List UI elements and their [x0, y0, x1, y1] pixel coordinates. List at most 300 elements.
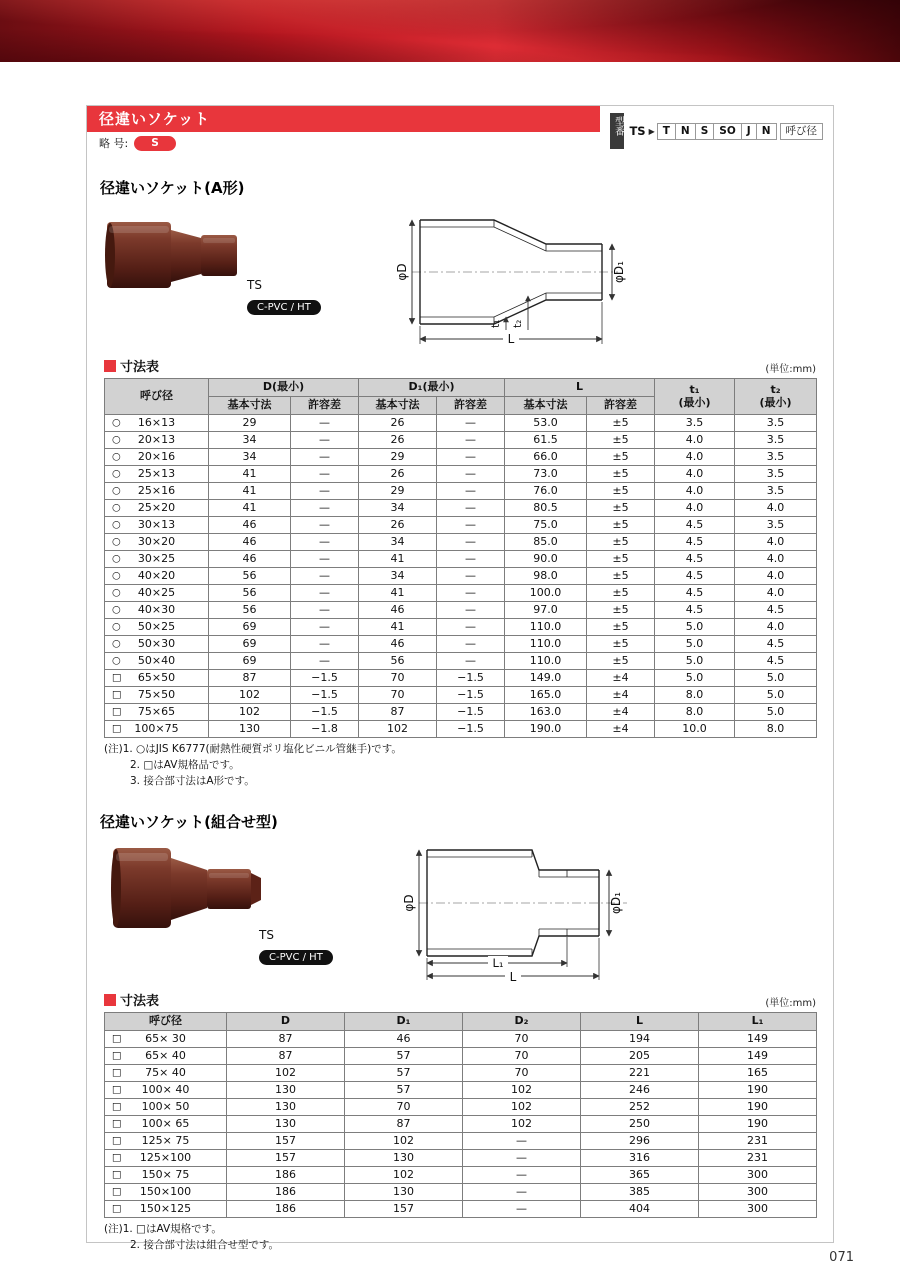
size-cell: [105, 449, 209, 466]
value-cell: —: [291, 568, 359, 585]
note-line: (注)1. ○はJIS K6777(耐熱性硬質ポリ塩化ビニル管継手)です。: [104, 743, 402, 755]
value-cell: 4.5: [735, 636, 817, 653]
size-cell: [105, 1082, 227, 1099]
value-cell: 85.0: [505, 534, 587, 551]
size-label: 100× 40: [141, 1082, 190, 1096]
value-cell: —: [437, 500, 505, 517]
col-header-d: D: [227, 1013, 345, 1031]
value-cell: —: [437, 585, 505, 602]
value-cell: —: [437, 653, 505, 670]
value-cell: 4.0: [735, 551, 817, 568]
dim-label-l: L: [507, 332, 515, 346]
value-cell: —: [291, 483, 359, 500]
value-cell: 90.0: [505, 551, 587, 568]
value-cell: −1.5: [291, 687, 359, 704]
page-header: [87, 106, 833, 162]
col-header-d2: D₂: [463, 1013, 581, 1031]
size-label: 75× 40: [145, 1065, 186, 1079]
size-cell: [105, 670, 209, 687]
table-row: [105, 687, 817, 704]
size-label: 65× 30: [145, 1031, 186, 1045]
value-cell: —: [437, 602, 505, 619]
value-cell: 205: [581, 1048, 699, 1065]
value-cell: 231: [699, 1150, 817, 1167]
size-label: 150× 75: [141, 1167, 190, 1181]
value-cell: 80.5: [505, 500, 587, 517]
size-cell: [105, 483, 209, 500]
model-segment: N: [675, 123, 696, 140]
size-label: 75×50: [137, 687, 176, 701]
page-number: 071: [829, 1250, 854, 1265]
note-line: (注)1. □はAV規格です。: [104, 1223, 222, 1236]
dimension-table-a: [104, 378, 817, 738]
model-segment: J: [741, 123, 757, 140]
value-cell: 5.0: [655, 653, 735, 670]
value-cell: 102: [463, 1116, 581, 1133]
value-cell: 5.0: [735, 687, 817, 704]
value-cell: ±4: [587, 670, 655, 687]
value-cell: —: [291, 415, 359, 432]
value-cell: 4.5: [655, 585, 735, 602]
diagram-b-wrap: [387, 836, 637, 990]
standard-mark: □: [112, 1084, 122, 1096]
value-cell: 194: [581, 1031, 699, 1048]
arrow-icon: ▶: [648, 126, 655, 136]
value-cell: 3.5: [735, 517, 817, 534]
value-cell: —: [437, 483, 505, 500]
t2-min: (最小): [759, 395, 792, 409]
table-row: [105, 619, 817, 636]
value-cell: 4.5: [735, 602, 817, 619]
col-header-basic: 基本寸法: [505, 397, 587, 415]
value-cell: —: [437, 568, 505, 585]
table-row: [105, 670, 817, 687]
value-cell: ±5: [587, 500, 655, 517]
value-cell: 149: [699, 1048, 817, 1065]
table-row: [105, 721, 817, 738]
product-code-block-a: [247, 278, 321, 315]
abbreviation-badge: S: [134, 136, 176, 151]
value-cell: 69: [209, 636, 291, 653]
value-cell: 246: [581, 1082, 699, 1099]
size-label: 100× 50: [141, 1099, 190, 1113]
value-cell: 70: [359, 670, 437, 687]
t1-symbol: t₁: [689, 382, 700, 396]
standard-mark: □: [112, 1152, 122, 1164]
table-row: [105, 449, 817, 466]
size-label: 40×20: [137, 568, 176, 582]
value-cell: ±5: [587, 551, 655, 568]
value-cell: 165.0: [505, 687, 587, 704]
table-row: [105, 466, 817, 483]
col-header-l: L: [505, 379, 655, 397]
value-cell: 5.0: [735, 704, 817, 721]
value-cell: 157: [227, 1150, 345, 1167]
note-line: 3. 接合部寸法はA形です。: [130, 774, 255, 787]
size-label: 75×65: [137, 704, 176, 718]
value-cell: 41: [209, 500, 291, 517]
value-cell: 4.0: [655, 466, 735, 483]
page-title: 径違いソケット: [87, 106, 600, 132]
product-photo-b: [107, 842, 267, 937]
size-cell: [105, 1048, 227, 1065]
value-cell: 57: [345, 1082, 463, 1099]
value-cell: 70: [463, 1048, 581, 1065]
value-cell: 385: [581, 1184, 699, 1201]
col-header-tol: 許容差: [437, 397, 505, 415]
col-header-size: 呼び径: [105, 379, 209, 415]
value-cell: —: [291, 432, 359, 449]
model-suffix: 呼び径: [780, 123, 824, 140]
value-cell: —: [291, 551, 359, 568]
value-cell: —: [291, 653, 359, 670]
standard-mark: □: [112, 1135, 122, 1147]
value-cell: 316: [581, 1150, 699, 1167]
value-cell: 87: [209, 670, 291, 687]
value-cell: 4.0: [735, 500, 817, 517]
standard-mark: ○: [112, 604, 121, 616]
model-segments: [658, 123, 777, 140]
value-cell: 190: [699, 1116, 817, 1133]
size-label: 50×40: [137, 653, 176, 667]
table-row: [105, 704, 817, 721]
content-sheet: [86, 105, 834, 1251]
unit-label: (単位:mm): [765, 998, 816, 1010]
value-cell: 4.5: [655, 534, 735, 551]
value-cell: 70: [463, 1065, 581, 1082]
size-label: 25×16: [137, 483, 176, 497]
red-square-icon: [104, 994, 116, 1006]
value-cell: 70: [463, 1031, 581, 1048]
size-cell: [105, 500, 209, 517]
table-row: [105, 1031, 817, 1048]
col-header-t1: [655, 379, 735, 415]
standard-mark: □: [112, 1118, 122, 1130]
value-cell: —: [437, 466, 505, 483]
size-label: 20×16: [137, 449, 176, 463]
value-cell: 26: [359, 466, 437, 483]
value-cell: 300: [699, 1184, 817, 1201]
size-cell: [105, 1184, 227, 1201]
value-cell: 8.0: [735, 721, 817, 738]
size-label: 40×25: [137, 585, 176, 599]
value-cell: 46: [345, 1031, 463, 1048]
value-cell: 34: [359, 568, 437, 585]
value-cell: 102: [345, 1133, 463, 1150]
model-prefix: TS: [629, 124, 646, 138]
value-cell: 4.0: [735, 585, 817, 602]
size-cell: [105, 534, 209, 551]
value-cell: 29: [209, 415, 291, 432]
value-cell: 102: [345, 1167, 463, 1184]
value-cell: 190: [699, 1099, 817, 1116]
value-cell: 102: [463, 1082, 581, 1099]
value-cell: ±5: [587, 636, 655, 653]
standard-mark: ○: [112, 553, 121, 565]
standard-mark: □: [112, 706, 122, 718]
value-cell: 130: [227, 1082, 345, 1099]
table-b-bar: [104, 990, 816, 1009]
value-cell: 66.0: [505, 449, 587, 466]
dim-label-t1: t₁: [490, 319, 502, 328]
size-cell: [105, 432, 209, 449]
dim-label-phi-d1: φD₁: [609, 892, 623, 915]
value-cell: 87: [227, 1031, 345, 1048]
table-row: [105, 585, 817, 602]
table-row: [105, 1116, 817, 1133]
value-cell: 186: [227, 1201, 345, 1218]
value-cell: −1.5: [437, 721, 505, 738]
t1-min: (最小): [678, 395, 711, 409]
value-cell: —: [291, 602, 359, 619]
value-cell: 3.5: [735, 432, 817, 449]
value-cell: 149: [699, 1031, 817, 1048]
value-cell: 87: [345, 1116, 463, 1133]
col-header-t2: [735, 379, 817, 415]
standard-mark: ○: [112, 434, 121, 446]
table-row: [105, 1167, 817, 1184]
value-cell: 110.0: [505, 653, 587, 670]
value-cell: 5.0: [655, 619, 735, 636]
table-row: [105, 1150, 817, 1167]
size-cell: [105, 619, 209, 636]
table-row: [105, 568, 817, 585]
value-cell: 97.0: [505, 602, 587, 619]
size-label: 25×13: [137, 466, 176, 480]
value-cell: 130: [345, 1150, 463, 1167]
size-cell: [105, 585, 209, 602]
col-header-d1: D₁: [345, 1013, 463, 1031]
model-number-label: 型番: [610, 113, 624, 149]
value-cell: 4.0: [655, 500, 735, 517]
value-cell: 73.0: [505, 466, 587, 483]
standard-mark: □: [112, 1169, 122, 1181]
size-cell: [105, 1201, 227, 1218]
value-cell: —: [437, 449, 505, 466]
size-label: 16×13: [137, 415, 176, 429]
value-cell: 34: [359, 500, 437, 517]
value-cell: 53.0: [505, 415, 587, 432]
value-cell: 130: [345, 1184, 463, 1201]
standard-mark: □: [112, 1186, 122, 1198]
table-row: [105, 1065, 817, 1082]
size-label: 20×13: [137, 432, 176, 446]
section-a-title: 径違いソケット(A形): [100, 179, 245, 197]
value-cell: −1.8: [291, 721, 359, 738]
value-cell: 98.0: [505, 568, 587, 585]
value-cell: 29: [359, 449, 437, 466]
value-cell: 56: [209, 585, 291, 602]
value-cell: —: [291, 449, 359, 466]
value-cell: 4.5: [655, 568, 735, 585]
value-cell: 5.0: [655, 670, 735, 687]
value-cell: 190.0: [505, 721, 587, 738]
table-row: [105, 432, 817, 449]
model-segment: S: [695, 123, 715, 140]
value-cell: −1.5: [437, 687, 505, 704]
dim-label-l1: L₁: [492, 956, 504, 971]
col-header-l1: L₁: [699, 1013, 817, 1031]
size-cell: [105, 1133, 227, 1150]
size-cell: [105, 1065, 227, 1082]
col-header-tol: 許容差: [291, 397, 359, 415]
value-cell: 76.0: [505, 483, 587, 500]
unit-label: (単位:mm): [765, 364, 816, 375]
value-cell: 56: [359, 653, 437, 670]
value-cell: ±4: [587, 687, 655, 704]
size-label: 30×13: [137, 517, 176, 531]
note-line: 2. □はAV規格品です。: [130, 758, 240, 771]
dim-label-phi-d: φD: [402, 894, 416, 912]
standard-mark: ○: [112, 587, 121, 599]
value-cell: 4.5: [655, 551, 735, 568]
product-photo-a: [105, 218, 240, 294]
diagram-a-wrap: [382, 202, 632, 356]
size-label: 100× 65: [141, 1116, 190, 1130]
value-cell: ±5: [587, 534, 655, 551]
value-cell: 3.5: [735, 466, 817, 483]
dim-label-phi-d: φD: [395, 263, 409, 281]
value-cell: 61.5: [505, 432, 587, 449]
col-header-l: L: [581, 1013, 699, 1031]
material-badge: C-PVC / HT: [259, 950, 333, 965]
value-cell: —: [437, 517, 505, 534]
table-row: [105, 1201, 817, 1218]
value-cell: 102: [209, 704, 291, 721]
value-cell: 110.0: [505, 619, 587, 636]
value-cell: 69: [209, 619, 291, 636]
technical-diagram-b: [387, 836, 637, 986]
value-cell: 57: [345, 1048, 463, 1065]
col-header-basic: 基本寸法: [209, 397, 291, 415]
value-cell: ±4: [587, 721, 655, 738]
value-cell: 100.0: [505, 585, 587, 602]
product-code: TS: [259, 928, 274, 943]
model-segment: SO: [713, 123, 742, 140]
section-b-notes: [104, 1222, 833, 1254]
size-label: 65× 40: [145, 1048, 186, 1062]
value-cell: 102: [359, 721, 437, 738]
value-cell: 34: [359, 534, 437, 551]
value-cell: —: [291, 534, 359, 551]
size-cell: [105, 721, 209, 738]
standard-mark: □: [112, 672, 122, 684]
value-cell: —: [437, 432, 505, 449]
value-cell: 404: [581, 1201, 699, 1218]
standard-mark: □: [112, 1050, 122, 1062]
value-cell: 157: [345, 1201, 463, 1218]
value-cell: −1.5: [291, 670, 359, 687]
size-label: 50×30: [137, 636, 176, 650]
size-cell: [105, 1150, 227, 1167]
model-segment: T: [657, 123, 676, 140]
table-row: [105, 483, 817, 500]
value-cell: 56: [209, 568, 291, 585]
value-cell: 102: [463, 1099, 581, 1116]
value-cell: 26: [359, 415, 437, 432]
value-cell: 300: [699, 1167, 817, 1184]
value-cell: 34: [209, 432, 291, 449]
value-cell: 5.0: [735, 670, 817, 687]
standard-mark: □: [112, 1067, 122, 1079]
value-cell: 296: [581, 1133, 699, 1150]
standard-mark: □: [112, 689, 122, 701]
dim-label-phi-d1: φD₁: [612, 261, 626, 283]
size-cell: [105, 415, 209, 432]
value-cell: ±5: [587, 619, 655, 636]
col-header-size: 呼び径: [105, 1013, 227, 1031]
value-cell: 110.0: [505, 636, 587, 653]
value-cell: 10.0: [655, 721, 735, 738]
table-row: [105, 1184, 817, 1201]
standard-mark: □: [112, 723, 122, 735]
value-cell: 5.0: [655, 636, 735, 653]
value-cell: 75.0: [505, 517, 587, 534]
product-code-block-b: [259, 928, 333, 965]
decorative-red-banner: [0, 0, 900, 62]
size-label: 30×25: [137, 551, 176, 565]
standard-mark: □: [112, 1033, 122, 1045]
value-cell: 221: [581, 1065, 699, 1082]
value-cell: 70: [359, 687, 437, 704]
value-cell: ±5: [587, 585, 655, 602]
red-square-icon: [104, 360, 116, 372]
value-cell: 252: [581, 1099, 699, 1116]
value-cell: 163.0: [505, 704, 587, 721]
size-label: 65×50: [137, 670, 176, 684]
col-header-d1: D₁(最小): [359, 379, 505, 397]
size-cell: [105, 568, 209, 585]
value-cell: 41: [209, 483, 291, 500]
value-cell: 26: [359, 517, 437, 534]
value-cell: −1.5: [291, 704, 359, 721]
value-cell: —: [291, 619, 359, 636]
value-cell: 8.0: [655, 704, 735, 721]
value-cell: ±5: [587, 466, 655, 483]
value-cell: 34: [209, 449, 291, 466]
size-cell: [105, 517, 209, 534]
standard-mark: ○: [112, 638, 121, 650]
value-cell: —: [291, 466, 359, 483]
standard-mark: □: [112, 1101, 122, 1113]
value-cell: −1.5: [437, 704, 505, 721]
value-cell: —: [437, 636, 505, 653]
value-cell: —: [463, 1201, 581, 1218]
size-cell: [105, 636, 209, 653]
standard-mark: ○: [112, 468, 121, 480]
value-cell: 186: [227, 1167, 345, 1184]
note-line: 2. 接合部寸法は組合せ型です。: [130, 1239, 280, 1251]
value-cell: 149.0: [505, 670, 587, 687]
value-cell: 4.0: [735, 534, 817, 551]
value-cell: ±5: [587, 432, 655, 449]
size-cell: [105, 602, 209, 619]
value-cell: 69: [209, 653, 291, 670]
value-cell: —: [437, 415, 505, 432]
size-cell: [105, 1167, 227, 1184]
value-cell: 3.5: [655, 415, 735, 432]
value-cell: —: [463, 1184, 581, 1201]
table-row: [105, 534, 817, 551]
size-cell: [105, 687, 209, 704]
value-cell: 102: [209, 687, 291, 704]
product-code: TS: [247, 278, 262, 292]
table-row: [105, 636, 817, 653]
section-a-notes: [104, 742, 833, 789]
standard-mark: ○: [112, 451, 121, 463]
value-cell: 102: [227, 1065, 345, 1082]
value-cell: 165: [699, 1065, 817, 1082]
